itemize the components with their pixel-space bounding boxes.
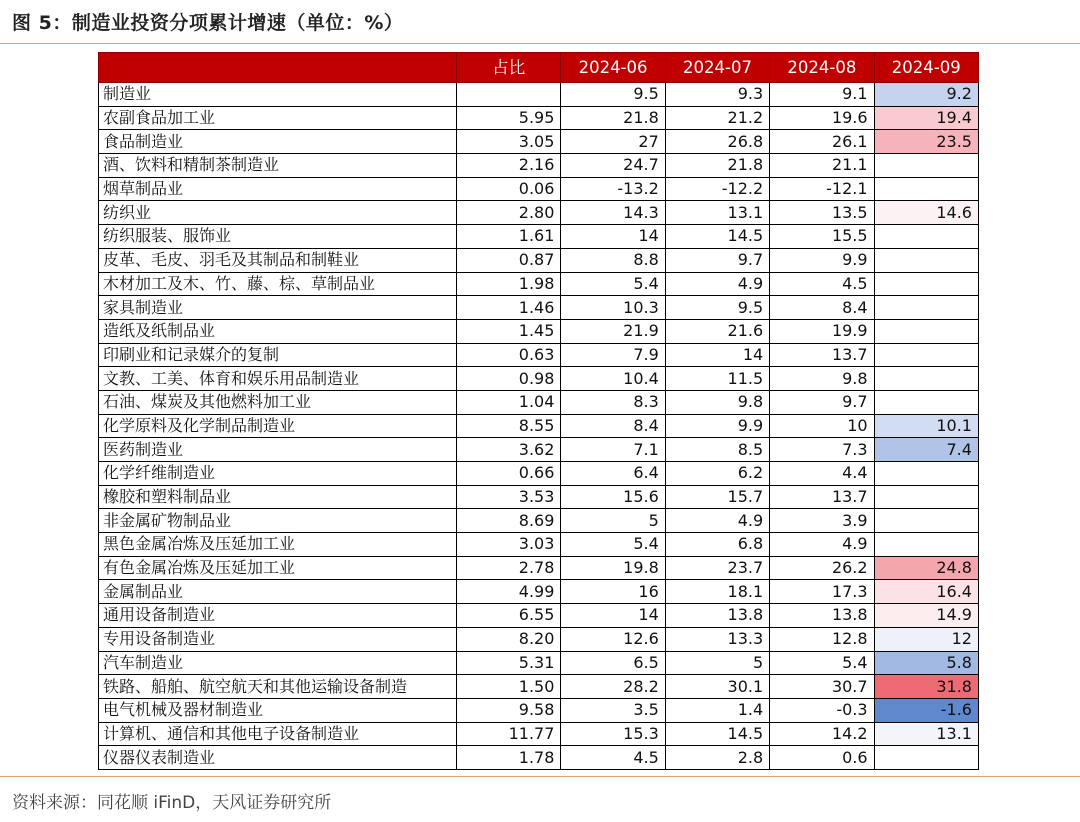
value-cell-2024-09 [874,367,978,391]
header-cell-2024-07: 2024-07 [665,53,769,83]
data-table [98,52,979,770]
table-row [99,675,979,699]
share-cell: 2.16 [457,154,561,178]
value-cell-2024-08: 12.8 [770,627,874,651]
value-cell-2024-09: 24.8 [874,556,978,580]
table-row [99,201,979,225]
value-cell-2024-08: 21.1 [770,154,874,178]
table-row [99,627,979,651]
value-cell-2024-07: 14 [665,343,769,367]
value-cell-2024-07: 21.6 [665,319,769,343]
value-cell-2024-06: 9.5 [561,83,665,107]
row-name-cell: 仪器仪表制造业 [99,746,457,770]
table-row [99,296,979,320]
row-name-cell: 医药制造业 [99,438,457,462]
value-cell-2024-07: 4.9 [665,272,769,296]
value-cell-2024-06: -13.2 [561,177,665,201]
value-cell-2024-09 [874,746,978,770]
value-cell-2024-07: 9.8 [665,390,769,414]
share-cell: 5.31 [457,651,561,675]
row-name-cell: 文教、工美、体育和娱乐用品制造业 [99,367,457,391]
value-cell-2024-09 [874,319,978,343]
value-cell-2024-06: 7.1 [561,438,665,462]
row-name-cell: 化学纤维制造业 [99,462,457,486]
value-cell-2024-08: 17.3 [770,580,874,604]
value-cell-2024-08: 26.2 [770,556,874,580]
table-row [99,343,979,367]
value-cell-2024-09: 31.8 [874,675,978,699]
value-cell-2024-09: 14.9 [874,604,978,628]
value-cell-2024-08: 7.3 [770,438,874,462]
table-body [99,83,979,770]
row-name-cell: 非金属矿物制品业 [99,509,457,533]
value-cell-2024-08: 13.5 [770,201,874,225]
value-cell-2024-08: -0.3 [770,698,874,722]
table-row [99,106,979,130]
value-cell-2024-08: 26.1 [770,130,874,154]
value-cell-2024-06: 14 [561,225,665,249]
table-row [99,438,979,462]
value-cell-2024-07: 21.2 [665,106,769,130]
header-cell-2024-08: 2024-08 [770,53,874,83]
value-cell-2024-08: 3.9 [770,509,874,533]
share-cell: 1.50 [457,675,561,699]
value-cell-2024-06: 8.3 [561,390,665,414]
value-cell-2024-06: 21.8 [561,106,665,130]
value-cell-2024-06: 21.9 [561,319,665,343]
table-row [99,722,979,746]
value-cell-2024-06: 28.2 [561,675,665,699]
share-cell: 4.99 [457,580,561,604]
share-cell: 9.58 [457,698,561,722]
header-row [99,53,979,83]
value-cell-2024-06: 15.3 [561,722,665,746]
value-cell-2024-08: 8.4 [770,296,874,320]
table-row [99,319,979,343]
value-cell-2024-09 [874,154,978,178]
value-cell-2024-07: 18.1 [665,580,769,604]
table-row [99,746,979,770]
header-cell-2024-06: 2024-06 [561,53,665,83]
share-cell [457,83,561,107]
share-cell: 1.61 [457,225,561,249]
row-name-cell: 纺织服装、服饰业 [99,225,457,249]
value-cell-2024-09 [874,533,978,557]
value-cell-2024-07: 8.5 [665,438,769,462]
value-cell-2024-09: 5.8 [874,651,978,675]
share-cell: 8.69 [457,509,561,533]
row-name-cell: 石油、煤炭及其他燃料加工业 [99,390,457,414]
value-cell-2024-09 [874,509,978,533]
table-row [99,390,979,414]
row-name-cell: 家具制造业 [99,296,457,320]
value-cell-2024-08: 4.9 [770,533,874,557]
value-cell-2024-08: 10 [770,414,874,438]
value-cell-2024-09 [874,343,978,367]
share-cell: 8.20 [457,627,561,651]
share-cell: 6.55 [457,604,561,628]
row-name-cell: 食品制造业 [99,130,457,154]
table-row [99,698,979,722]
table-row [99,462,979,486]
value-cell-2024-07: 23.7 [665,556,769,580]
table-row [99,485,979,509]
value-cell-2024-06: 27 [561,130,665,154]
share-cell: 2.78 [457,556,561,580]
value-cell-2024-06: 12.6 [561,627,665,651]
value-cell-2024-08: 9.8 [770,367,874,391]
value-cell-2024-07: 14.5 [665,225,769,249]
row-name-cell: 汽车制造业 [99,651,457,675]
value-cell-2024-07: 26.8 [665,130,769,154]
value-cell-2024-07: 9.5 [665,296,769,320]
table-row [99,248,979,272]
share-cell: 3.05 [457,130,561,154]
share-cell: 3.03 [457,533,561,557]
header-cell-share: 占比 [457,53,561,83]
value-cell-2024-08: 9.7 [770,390,874,414]
value-cell-2024-06: 19.8 [561,556,665,580]
value-cell-2024-06: 6.5 [561,651,665,675]
value-cell-2024-07: 2.8 [665,746,769,770]
share-cell: 3.53 [457,485,561,509]
value-cell-2024-06: 10.3 [561,296,665,320]
row-name-cell: 农副食品加工业 [99,106,457,130]
value-cell-2024-08: 5.4 [770,651,874,675]
value-cell-2024-09 [874,462,978,486]
share-cell: 0.87 [457,248,561,272]
row-name-cell: 皮革、毛皮、羽毛及其制品和制鞋业 [99,248,457,272]
header-cell-name [99,53,457,83]
value-cell-2024-09: -1.6 [874,698,978,722]
value-cell-2024-09: 12 [874,627,978,651]
value-cell-2024-07: 9.9 [665,414,769,438]
value-cell-2024-07: 4.9 [665,509,769,533]
value-cell-2024-06: 4.5 [561,746,665,770]
value-cell-2024-09: 14.6 [874,201,978,225]
value-cell-2024-06: 16 [561,580,665,604]
table-row [99,580,979,604]
value-cell-2024-06: 5 [561,509,665,533]
share-cell: 0.66 [457,462,561,486]
row-name-cell: 印刷业和记录媒介的复制 [99,343,457,367]
value-cell-2024-07: 13.3 [665,627,769,651]
value-cell-2024-07: 6.2 [665,462,769,486]
value-cell-2024-08: 4.4 [770,462,874,486]
value-cell-2024-09 [874,177,978,201]
value-cell-2024-09: 16.4 [874,580,978,604]
value-cell-2024-06: 5.4 [561,533,665,557]
value-cell-2024-07: 6.8 [665,533,769,557]
value-cell-2024-06: 5.4 [561,272,665,296]
value-cell-2024-06: 14 [561,604,665,628]
row-name-cell: 烟草制品业 [99,177,457,201]
top-divider [0,43,1080,44]
value-cell-2024-06: 8.8 [561,248,665,272]
value-cell-2024-09: 19.4 [874,106,978,130]
value-cell-2024-08: -12.1 [770,177,874,201]
value-cell-2024-08: 13.8 [770,604,874,628]
value-cell-2024-07: 1.4 [665,698,769,722]
value-cell-2024-08: 14.2 [770,722,874,746]
value-cell-2024-08: 0.6 [770,746,874,770]
header-cell-2024-09: 2024-09 [874,53,978,83]
value-cell-2024-09 [874,225,978,249]
value-cell-2024-08: 9.1 [770,83,874,107]
value-cell-2024-09 [874,485,978,509]
table-row [99,225,979,249]
row-name-cell: 橡胶和塑料制品业 [99,485,457,509]
value-cell-2024-08: 15.5 [770,225,874,249]
bottom-divider [0,776,1080,777]
value-cell-2024-09 [874,248,978,272]
value-cell-2024-07: 5 [665,651,769,675]
source-note: 资料来源：同花顺 iFinD，天风证券研究所 [12,793,332,813]
share-cell: 0.63 [457,343,561,367]
share-cell: 1.04 [457,390,561,414]
value-cell-2024-06: 15.6 [561,485,665,509]
table-row [99,533,979,557]
value-cell-2024-07: 11.5 [665,367,769,391]
value-cell-2024-06: 8.4 [561,414,665,438]
row-name-cell: 木材加工及木、竹、藤、棕、草制品业 [99,272,457,296]
row-name-cell: 酒、饮料和精制茶制造业 [99,154,457,178]
value-cell-2024-06: 6.4 [561,462,665,486]
row-name-cell: 有色金属冶炼及压延加工业 [99,556,457,580]
row-name-cell: 计算机、通信和其他电子设备制造业 [99,722,457,746]
share-cell: 1.46 [457,296,561,320]
share-cell: 1.98 [457,272,561,296]
value-cell-2024-09: 23.5 [874,130,978,154]
row-name-cell: 电气机械及器材制造业 [99,698,457,722]
row-name-cell: 铁路、船舶、航空航天和其他运输设备制造 [99,675,457,699]
value-cell-2024-07: 9.7 [665,248,769,272]
row-name-cell: 化学原料及化学制品制造业 [99,414,457,438]
row-name-cell: 制造业 [99,83,457,107]
figure-title: 图 5：制造业投资分项累计增速（单位：%） [12,12,404,34]
table-row [99,83,979,107]
share-cell: 0.98 [457,367,561,391]
share-cell: 0.06 [457,177,561,201]
table-row [99,272,979,296]
value-cell-2024-08: 9.9 [770,248,874,272]
table-row [99,367,979,391]
value-cell-2024-08: 19.6 [770,106,874,130]
share-cell: 1.45 [457,319,561,343]
value-cell-2024-07: -12.2 [665,177,769,201]
value-cell-2024-09: 9.2 [874,83,978,107]
row-name-cell: 造纸及纸制品业 [99,319,457,343]
value-cell-2024-06: 24.7 [561,154,665,178]
table-row [99,177,979,201]
value-cell-2024-07: 9.3 [665,83,769,107]
value-cell-2024-07: 14.5 [665,722,769,746]
table-row [99,130,979,154]
value-cell-2024-08: 4.5 [770,272,874,296]
share-cell: 8.55 [457,414,561,438]
value-cell-2024-06: 14.3 [561,201,665,225]
table-row [99,651,979,675]
table-row [99,509,979,533]
row-name-cell: 纺织业 [99,201,457,225]
value-cell-2024-08: 30.7 [770,675,874,699]
value-cell-2024-07: 13.1 [665,201,769,225]
value-cell-2024-09 [874,272,978,296]
row-name-cell: 专用设备制造业 [99,627,457,651]
share-cell: 3.62 [457,438,561,462]
value-cell-2024-09 [874,390,978,414]
row-name-cell: 黑色金属冶炼及压延加工业 [99,533,457,557]
value-cell-2024-08: 13.7 [770,343,874,367]
value-cell-2024-06: 7.9 [561,343,665,367]
table-row [99,154,979,178]
value-cell-2024-09: 10.1 [874,414,978,438]
value-cell-2024-06: 3.5 [561,698,665,722]
value-cell-2024-07: 21.8 [665,154,769,178]
value-cell-2024-08: 13.7 [770,485,874,509]
value-cell-2024-06: 10.4 [561,367,665,391]
share-cell: 5.95 [457,106,561,130]
value-cell-2024-07: 15.7 [665,485,769,509]
row-name-cell: 通用设备制造业 [99,604,457,628]
value-cell-2024-09: 13.1 [874,722,978,746]
value-cell-2024-09 [874,296,978,320]
share-cell: 11.77 [457,722,561,746]
share-cell: 2.80 [457,201,561,225]
value-cell-2024-08: 19.9 [770,319,874,343]
table-row [99,604,979,628]
share-cell: 1.78 [457,746,561,770]
row-name-cell: 金属制品业 [99,580,457,604]
value-cell-2024-09: 7.4 [874,438,978,462]
table-row [99,556,979,580]
table-row [99,414,979,438]
value-cell-2024-07: 30.1 [665,675,769,699]
value-cell-2024-07: 13.8 [665,604,769,628]
